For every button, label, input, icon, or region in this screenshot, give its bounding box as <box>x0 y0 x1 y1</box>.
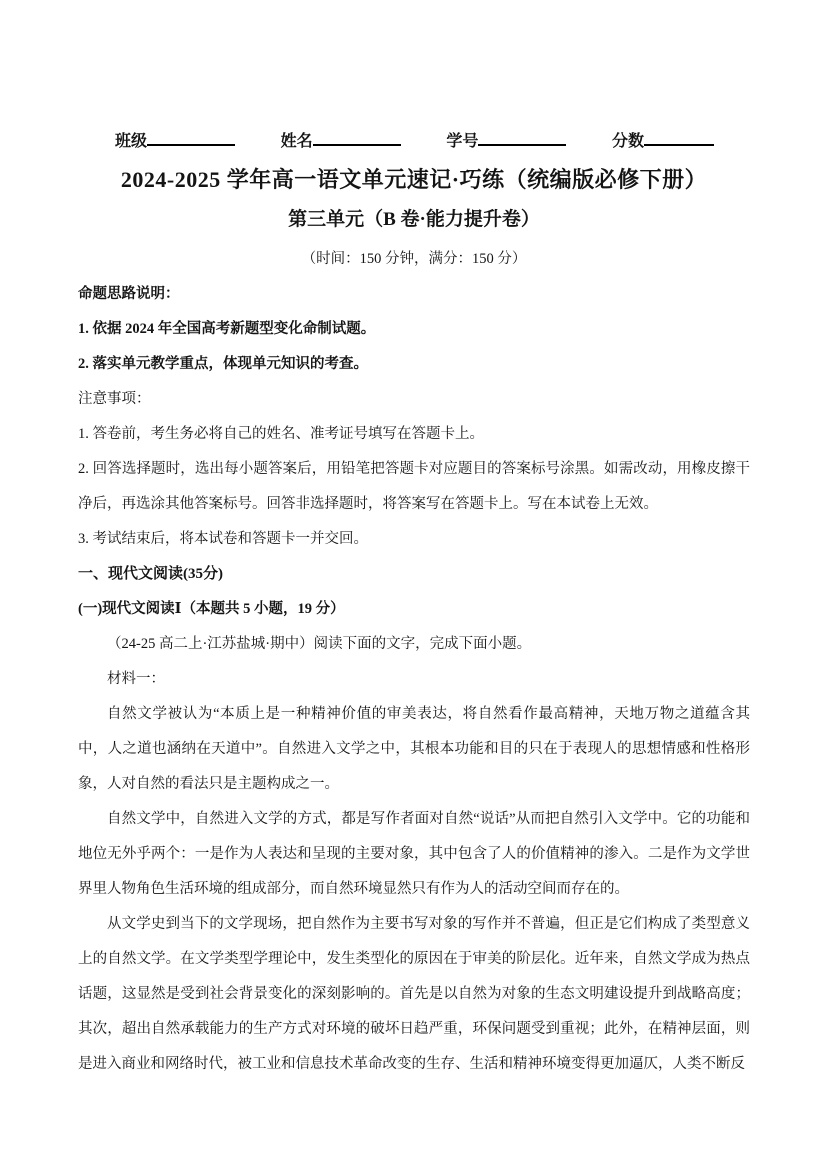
student-info-row <box>78 128 750 151</box>
commission-note-item: 1. 依据 2024 年全国高考新题型变化命制试题。 <box>78 321 376 337</box>
exam-time-info: （时间：150 分钟，满分：150 分） <box>301 251 527 267</box>
commission-note-item: 2. 落实单元教学重点，体现单元知识的考查。 <box>78 356 368 372</box>
score-field-label: 分数 <box>611 133 644 150</box>
name-fill-line <box>313 128 401 146</box>
passage-paragraph: 自然文学中，自然进入文学的方式，都是写作者面对自然“说话”从而把自然引入文学中。它的功能和地位无外乎两个：一是作为人表达和呈现的主要对象，其中包含了人的价值精神的渗入。二是作为文学世界里人物角色生活环境的组成部分，而自然环境显然只有作为人的活动空间而存在的。 <box>78 811 750 897</box>
name-field <box>281 128 401 151</box>
class-fill-line <box>147 128 235 146</box>
section-heading: 一、现代文阅读(35分) <box>78 566 223 582</box>
notice-item: 1. 答卷前，考生务必将自己的姓名、准考证号填写在答题卡上。 <box>78 426 484 442</box>
passage-paragraph: 从文学史到当下的文学现场，把自然作为主要书写对象的写作并不普遍，但正是它们构成了类型意义上的自然文学。在文学类型学理论中，发生类型化的原因在于审美的阶层化。近年来，自然文学成为热点话题，这显然是受到社会背景变化的深刻影响的。首先是以自然为对象的生态文明建设提升到战略高度；其次，超出自然承载能力的生产方式对环境的破坏日趋严重，环保问题受到重视；此外，在精神层面，则是进入商业和网络时代，被工业和信息技术革命改变的生存、生活和精神环境变得更加逼仄，人类不断反 <box>78 916 750 1072</box>
notice-item: 2. 回答选择题时，选出每小题答案后，用铅笔把答题卡对应题目的答案标号涂黑。如需改动，用橡皮擦干净后，再选涂其他答案标号。回答非选择题时，将答案写在答题卡上。写在本试卷上无效。 <box>78 461 750 512</box>
student-id-fill-line <box>478 128 566 146</box>
student-id-field <box>446 128 566 151</box>
class-field-label: 班级 <box>115 133 148 150</box>
score-field <box>612 128 714 151</box>
score-fill-line <box>644 128 714 146</box>
question-source-line: （24-25 高二上·江苏盐城·期中）阅读下面的文字，完成下面小题。 <box>107 636 532 652</box>
student-id-field-label: 学号 <box>446 133 479 150</box>
notice-item: 3. 考试结束后，将本试卷和答题卡一并交回。 <box>78 531 368 547</box>
passage-paragraph: 自然文学被认为“本质上是一种精神价值的审美表达，将自然看作最高精神，天地万物之道蕴含其中，人之道也涵纳在天道中”。自然进入文学之中，其根本功能和目的只在于表现人的思想情感和性格形象，人对自然的看法只是主题构成之一。 <box>78 706 750 792</box>
volume-title: 第三单元（B 卷·能力提升卷） <box>288 209 540 230</box>
material-label: 材料一： <box>107 671 165 687</box>
class-field <box>115 128 235 151</box>
notice-heading: 注意事项： <box>78 391 151 407</box>
commission-notes-heading: 命题思路说明： <box>78 286 180 302</box>
document-title: 2024-2025 学年高一语文单元速记·巧练（统编版必修下册） <box>120 167 708 192</box>
subsection-heading: (一)现代文阅读Ⅰ（本题共 5 小题，19 分） <box>78 601 345 617</box>
name-field-label: 姓名 <box>280 133 313 150</box>
